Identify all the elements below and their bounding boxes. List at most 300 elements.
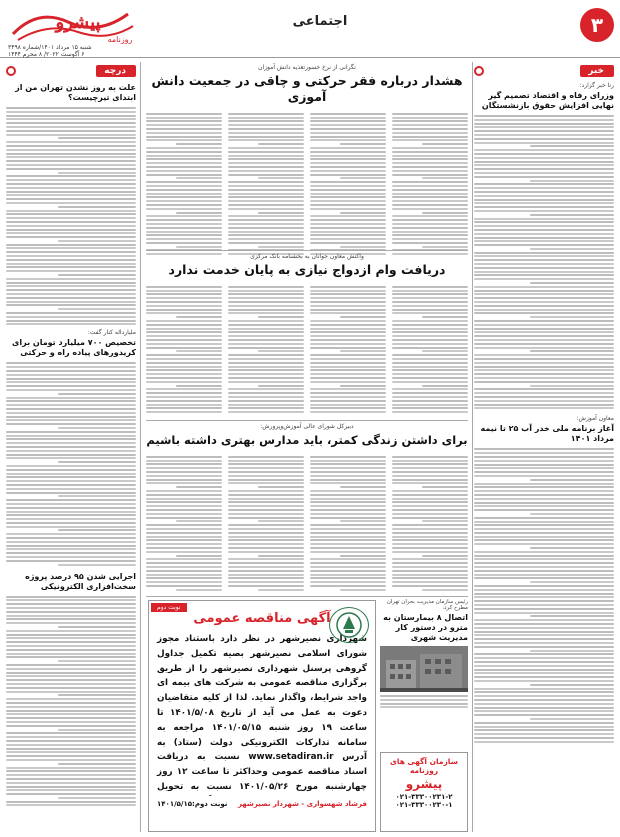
text-line [228, 539, 304, 541]
text-line [228, 290, 304, 292]
text-line [6, 611, 136, 613]
text-column [228, 111, 304, 257]
text-line [392, 339, 468, 341]
ad-org-phone-1: ۰۲۱-۳۳۳۰۰۲۳۱-۲ [395, 793, 453, 801]
text-line [474, 362, 614, 364]
text-line [146, 219, 222, 221]
text-line [228, 373, 304, 375]
text-line [474, 566, 614, 568]
text-line [6, 312, 136, 314]
text-line [58, 564, 136, 566]
text-line [530, 316, 614, 318]
text-line [474, 494, 614, 496]
text-line [6, 179, 136, 181]
text-line [6, 362, 136, 364]
text-line [146, 482, 222, 484]
khabar-kicker: رنا خبر گزارد: [579, 82, 614, 89]
text-line [474, 134, 614, 136]
text-line [474, 502, 614, 504]
text-line [310, 463, 386, 465]
text-line [258, 555, 304, 557]
text-line [6, 149, 136, 151]
text-line [6, 618, 136, 620]
text-line [6, 374, 136, 376]
text-line [392, 377, 468, 379]
text-line [6, 289, 136, 291]
text-line [258, 385, 304, 387]
text-line [146, 411, 222, 413]
text-column [228, 454, 304, 592]
tender-ad [148, 600, 376, 832]
text-line [474, 593, 614, 595]
ad-footer [149, 796, 375, 812]
text-line [146, 339, 222, 341]
text-line [6, 130, 136, 132]
text-line [146, 238, 222, 240]
municipality-emblem-icon [335, 611, 363, 639]
text-line [176, 589, 222, 591]
text-line [310, 369, 386, 371]
text-line [6, 438, 136, 440]
text-line [146, 208, 222, 210]
lead-body [146, 111, 468, 257]
text-line [6, 687, 136, 689]
text-line [228, 547, 304, 549]
schools-headline: برای داشتن زندگی کمتر، باید مدارس بهتری داشته باشیم [146, 433, 468, 447]
text-line [146, 335, 222, 337]
text-line [310, 528, 386, 530]
text-line [6, 419, 136, 421]
text-line [146, 460, 222, 462]
text-line [146, 475, 222, 477]
text-line [6, 225, 136, 227]
text-line [474, 467, 614, 469]
text-line [310, 328, 386, 330]
ad-title: آگهی مناقصه عمومی [193, 611, 331, 626]
text-line [392, 517, 468, 519]
text-line [392, 297, 468, 299]
ad-org-box [380, 752, 468, 832]
text-line [6, 649, 136, 651]
text-line [392, 463, 468, 465]
text-line [146, 139, 222, 141]
text-line [474, 574, 614, 576]
text-line [146, 200, 222, 202]
text-line [6, 607, 136, 609]
text-line [146, 324, 222, 326]
ad-footer-date: نوبت دوم:۱۴۰۱/۵/۱۵ [157, 800, 228, 808]
text-line [310, 354, 386, 356]
text-line [58, 626, 136, 628]
text-line [474, 669, 614, 671]
text-line [530, 684, 614, 686]
text-line [310, 536, 386, 538]
text-line [310, 482, 386, 484]
text-line [392, 181, 468, 183]
text-line [146, 407, 222, 409]
text-line [392, 139, 468, 141]
text-line [6, 518, 136, 520]
text-line [474, 483, 614, 485]
text-line [6, 370, 136, 372]
text-line [392, 151, 468, 153]
text-line [310, 181, 386, 183]
text-line [228, 231, 304, 233]
text-line [146, 463, 222, 465]
text-line [146, 117, 222, 119]
text-line [6, 304, 136, 306]
text-line [6, 153, 136, 155]
text-line [310, 200, 386, 202]
text-line [474, 448, 614, 450]
text-line [6, 389, 136, 391]
text-line [6, 537, 136, 539]
ad-signature: فرشاد شهسواری - شهردار نصیرشهر [237, 800, 367, 808]
text-line [392, 407, 468, 409]
text-line [310, 170, 386, 172]
text-line [146, 223, 222, 225]
text-line [146, 577, 222, 579]
text-line [310, 147, 386, 149]
text-line [392, 113, 468, 115]
text-line [6, 210, 136, 212]
text-line [310, 494, 386, 496]
text-line [530, 350, 614, 352]
text-line [146, 373, 222, 375]
text-line [6, 503, 136, 505]
text-line [146, 328, 222, 330]
text-line [392, 460, 468, 462]
text-line [392, 189, 468, 191]
text-line [392, 208, 468, 210]
text-line [392, 471, 468, 473]
text-line [6, 400, 136, 402]
text-line [146, 128, 222, 130]
text-line [146, 528, 222, 530]
text-line [310, 136, 386, 138]
hospital-photo [380, 646, 468, 692]
text-line [392, 456, 468, 458]
text-line [392, 234, 468, 236]
text-line [310, 219, 386, 221]
text-line [474, 699, 614, 701]
text-line [474, 252, 614, 254]
text-line [6, 480, 136, 482]
text-line [228, 309, 304, 311]
section-title: اجتماعی [292, 14, 348, 29]
text-line [228, 320, 304, 322]
text-line [474, 183, 614, 185]
text-line [228, 312, 304, 314]
text-line [474, 539, 614, 541]
text-line [392, 136, 468, 138]
text-line [228, 501, 304, 503]
text-line [6, 556, 136, 558]
text-line [310, 113, 386, 115]
text-line [228, 513, 304, 515]
text-line [146, 189, 222, 191]
text-line [422, 589, 468, 591]
text-line [6, 656, 136, 658]
text-line [228, 132, 304, 134]
schools-story [146, 423, 468, 592]
text-line [474, 646, 614, 648]
chevron-icon [474, 66, 484, 76]
schools-body [146, 454, 468, 592]
text-line [310, 566, 386, 568]
text-line [6, 804, 136, 806]
text-line [310, 324, 386, 326]
text-line [474, 536, 614, 538]
chevron-icon [6, 66, 16, 76]
text-line [6, 465, 136, 467]
text-line [6, 774, 136, 776]
text-line [474, 339, 614, 341]
text-line [146, 181, 222, 183]
text-line [228, 170, 304, 172]
text-line [146, 312, 222, 314]
text-line [392, 577, 468, 579]
text-line [228, 162, 304, 164]
text-line [228, 286, 304, 288]
text-line [258, 520, 304, 522]
darche-h2: تخصیص ۷۰۰ میلیارد تومان برای کریدورهای پیاده راه و حرکتی [12, 338, 136, 358]
text-line [6, 107, 136, 109]
text-line [474, 290, 614, 292]
text-line [392, 562, 468, 564]
text-line [146, 536, 222, 538]
text-line [392, 505, 468, 507]
text-line [6, 736, 136, 738]
text-line [146, 227, 222, 229]
text-line [392, 400, 468, 402]
text-line [146, 136, 222, 138]
text-line [58, 206, 136, 208]
text-line [58, 393, 136, 395]
text-line [176, 385, 222, 387]
text-line [310, 347, 386, 349]
khabar-sub-kicker: معاون آموزش: [576, 415, 614, 423]
text-line [474, 460, 614, 462]
text-line [258, 212, 304, 214]
text-line [474, 638, 614, 640]
text-line [228, 343, 304, 345]
text-line [228, 562, 304, 564]
text-line [146, 196, 222, 198]
text-line [392, 166, 468, 168]
text-line [6, 713, 136, 715]
text-line [310, 479, 386, 481]
text-line [474, 680, 614, 682]
text-line [146, 509, 222, 511]
text-line [6, 115, 136, 117]
text-line [6, 442, 136, 444]
text-line [310, 456, 386, 458]
text-line [146, 547, 222, 549]
darche-body-2 [6, 362, 136, 565]
text-line [474, 388, 614, 390]
text-line [392, 238, 468, 240]
text-line [474, 570, 614, 572]
text-line [58, 529, 136, 531]
municipality-logo [329, 607, 369, 643]
text-line [58, 274, 136, 276]
text-line [228, 505, 304, 507]
text-line [380, 695, 468, 697]
text-line [6, 492, 136, 494]
text-line [228, 155, 304, 157]
text-line [6, 431, 136, 433]
text-line [530, 718, 614, 720]
text-line [146, 305, 222, 307]
text-line [392, 227, 468, 229]
text-line [474, 191, 614, 193]
text-line [310, 490, 386, 492]
text-line [228, 392, 304, 394]
text-line [228, 174, 304, 176]
text-line [6, 488, 136, 490]
text-line [392, 128, 468, 130]
text-line [474, 596, 614, 598]
text-line [392, 219, 468, 221]
text-line [474, 244, 614, 246]
text-line [474, 373, 614, 375]
text-line [310, 238, 386, 240]
text-line [228, 147, 304, 149]
marriage-kicker: واکنش معاون جوانان به بخشنامه بانک مرکزی [250, 253, 364, 260]
text-line [474, 335, 614, 337]
text-line [310, 377, 386, 379]
text-line [58, 240, 136, 242]
text-line [228, 181, 304, 183]
text-line [422, 486, 468, 488]
text-line [228, 581, 304, 583]
logo-brand-text: پیشرو [55, 12, 101, 33]
text-line [392, 362, 468, 364]
text-line [310, 204, 386, 206]
text-line [6, 183, 136, 185]
text-line [6, 770, 136, 772]
text-line [228, 139, 304, 141]
text-line [6, 702, 136, 704]
text-line [6, 160, 136, 162]
text-line [146, 581, 222, 583]
text-line [146, 124, 222, 126]
text-line [6, 721, 136, 723]
text-line [392, 388, 468, 390]
text-line [392, 536, 468, 538]
text-line [6, 615, 136, 617]
text-line [380, 706, 468, 708]
text-line [474, 259, 614, 261]
text-line [392, 117, 468, 119]
text-line [474, 642, 614, 644]
text-line [310, 551, 386, 553]
darche-body-3 [6, 596, 136, 807]
text-line [474, 604, 614, 606]
text-line [474, 293, 614, 295]
text-line [474, 532, 614, 534]
text-line [6, 446, 136, 448]
text-line [228, 185, 304, 187]
text-line [474, 153, 614, 155]
text-line [6, 404, 136, 406]
newspaper-logo [8, 4, 138, 44]
text-line [392, 366, 468, 368]
text-line [474, 218, 614, 220]
text-line [228, 498, 304, 500]
text-line [6, 378, 136, 380]
text-line [6, 476, 136, 478]
text-line [474, 221, 614, 223]
text-line [474, 509, 614, 511]
text-line [228, 494, 304, 496]
text-line [530, 214, 614, 216]
text-line [310, 577, 386, 579]
text-line [228, 551, 304, 553]
text-line [474, 237, 614, 239]
text-line [228, 362, 304, 364]
text-line [6, 717, 136, 719]
text-line [474, 456, 614, 458]
text-line [6, 244, 136, 246]
text-line [474, 157, 614, 159]
text-line [6, 596, 136, 598]
text-line [310, 400, 386, 402]
text-line [146, 562, 222, 564]
text-line [6, 164, 136, 166]
text-line [258, 246, 304, 248]
text-line [474, 225, 614, 227]
text-line [474, 612, 614, 614]
darche-h3: اجرایی شدن ۹۵ درصد پروژه سخت‌افزاری الکترونیکی [25, 571, 136, 591]
text-line [6, 545, 136, 547]
text-line [310, 166, 386, 168]
text-line [392, 231, 468, 233]
khabar-column [474, 64, 614, 745]
text-line [6, 767, 136, 769]
text-line [228, 305, 304, 307]
text-line [6, 175, 136, 177]
text-line [474, 240, 614, 242]
text-line [310, 539, 386, 541]
text-line [392, 396, 468, 398]
text-line [310, 362, 386, 364]
text-line [146, 286, 222, 288]
text-line [474, 328, 614, 330]
text-line [392, 162, 468, 164]
text-line [146, 162, 222, 164]
text-line [6, 710, 136, 712]
text-line [474, 505, 614, 507]
text-line [228, 189, 304, 191]
text-line [6, 782, 136, 784]
text-line [6, 111, 136, 113]
text-line [474, 672, 614, 674]
text-column [146, 284, 222, 415]
text-line [6, 630, 136, 632]
text-line [6, 297, 136, 299]
text-line [474, 168, 614, 170]
text-line [474, 229, 614, 231]
text-line [340, 520, 386, 522]
text-line [146, 558, 222, 560]
text-line [6, 141, 136, 143]
text-line [228, 585, 304, 587]
darche-label: درچه [96, 65, 136, 77]
text-line [392, 335, 468, 337]
text-line [6, 285, 136, 287]
